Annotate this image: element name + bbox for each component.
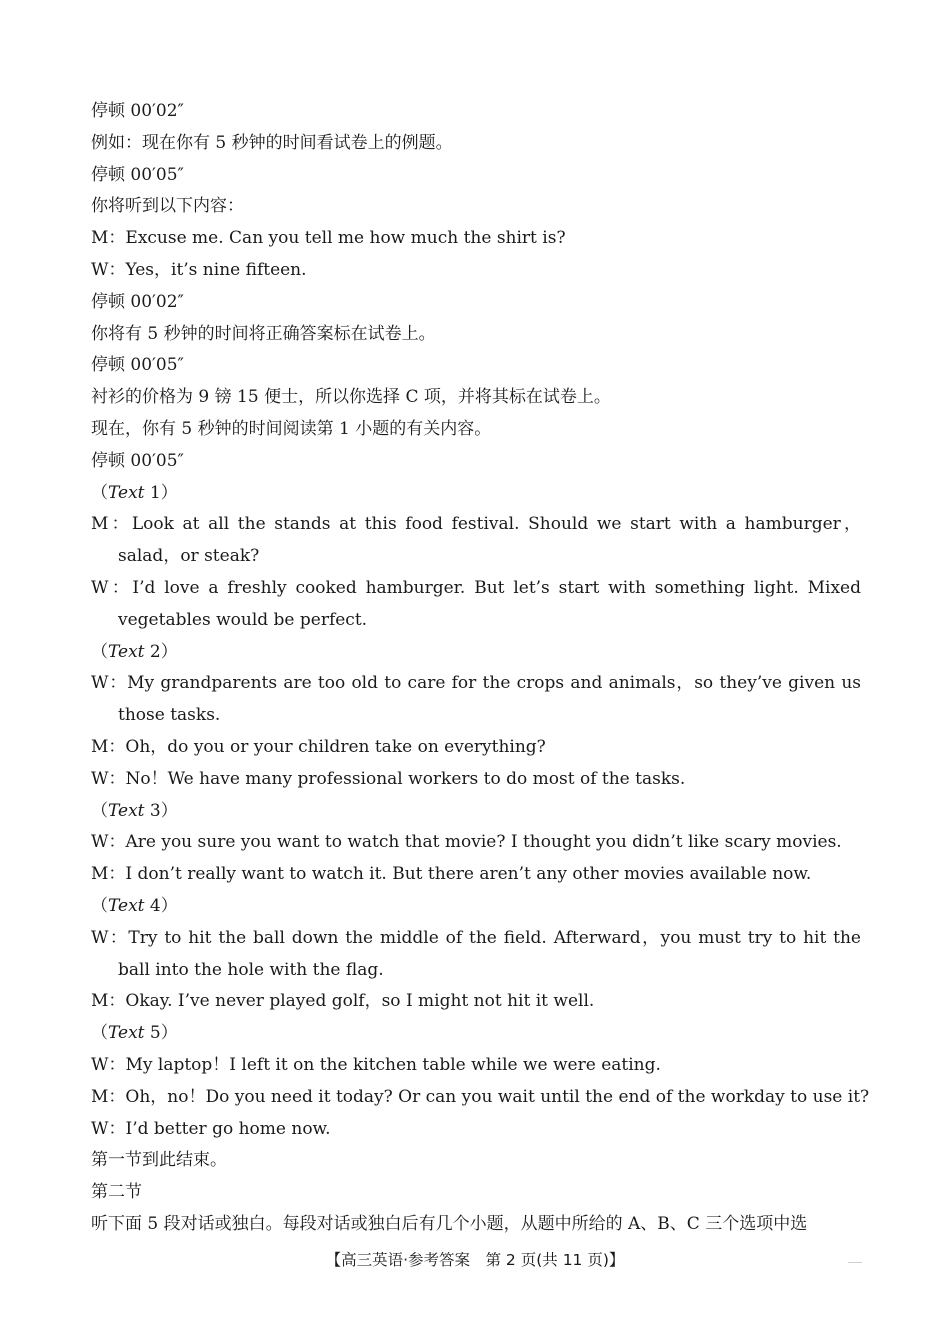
label-italic-word: Text bbox=[108, 1023, 145, 1044]
page-corner-mark bbox=[848, 1262, 862, 1263]
text-line: W：I’d better go home now. bbox=[91, 1118, 331, 1139]
text-section-label bbox=[91, 478, 861, 510]
text-section-label bbox=[91, 796, 861, 828]
label-number: 2） bbox=[144, 641, 178, 662]
text-line: 衬衫的价格为 9 镑 15 便士，所以你选择 C 项，并将其标在试卷上。 bbox=[91, 387, 611, 408]
text-section-label bbox=[91, 637, 861, 669]
text-line: 听下面 5 段对话或独白。每段对话或独白后有几个小题，从题中所给的 A、B、C 三个选项中选 bbox=[91, 1213, 808, 1234]
text-line: 第二节 bbox=[91, 1182, 142, 1203]
label-number: 5） bbox=[144, 1023, 178, 1044]
label-number: 4） bbox=[144, 895, 178, 916]
label-open-paren: （ bbox=[91, 482, 108, 503]
label-open-paren: （ bbox=[91, 800, 108, 821]
label-italic-word: Text bbox=[108, 800, 145, 821]
label-italic-word: Text bbox=[108, 895, 145, 916]
text-line: W：Are you sure you want to watch that movie? I thought you didn’t like scary movies. bbox=[91, 832, 842, 853]
text-line: M：Oh，do you or your children take on everything? bbox=[91, 736, 546, 757]
text-line: M：Oh，no！Do you need it today? Or can you wait until the end of the workday to use it? bbox=[91, 1086, 870, 1107]
text-line: W：Yes，it’s nine fifteen. bbox=[91, 259, 307, 280]
label-number: 3） bbox=[144, 800, 178, 821]
label-italic-word: Text bbox=[108, 641, 145, 662]
text-line: 停顿 00′05″ bbox=[91, 164, 184, 185]
text-line: M：I don’t really want to watch it. But there aren’t any other movies available now. bbox=[91, 864, 812, 885]
label-italic-word: Text bbox=[108, 482, 145, 503]
text-line: 第一节到此结束。 bbox=[91, 1150, 227, 1171]
page-footer: 【高三英语·参考答案 第 2 页(共 11 页)】 bbox=[325, 1251, 625, 1269]
dialogue-line: W：Try to hit the ball down the middle of the field. Afterward，you must try to hit the ball into the hole with the flag. bbox=[91, 927, 861, 980]
label-open-paren: （ bbox=[91, 895, 108, 916]
text-line: 停顿 00′02″ bbox=[91, 291, 184, 312]
text-line: W：No！We have many professional workers to do most of the tasks. bbox=[91, 768, 686, 789]
text-line: 你将听到以下内容： bbox=[91, 196, 244, 217]
text-line: M：Excuse me. Can you tell me how much the shirt is? bbox=[91, 228, 566, 249]
label-open-paren: （ bbox=[91, 641, 108, 662]
label-number: 1） bbox=[144, 482, 178, 503]
text-line: 你将有 5 秒钟的时间将正确答案标在试卷上。 bbox=[91, 323, 436, 344]
dialogue-line: M：Look at all the stands at this food festival. Should we start with a hamburger，salad，or steak? bbox=[91, 514, 861, 567]
text-line: M：Okay. I’ve never played golf，so I might not hit it well. bbox=[91, 991, 595, 1012]
document-body bbox=[91, 96, 870, 1241]
text-section-label bbox=[91, 891, 861, 923]
text-section-label bbox=[91, 1018, 861, 1050]
label-open-paren: （ bbox=[91, 1023, 108, 1044]
dialogue-line: W：I’d love a freshly cooked hamburger. But let’s start with something light. Mixed vegetables would be perfect. bbox=[91, 577, 861, 630]
dialogue-line: W：My grandparents are too old to care for the crops and animals，so they’ve given us those tasks. bbox=[91, 673, 861, 726]
text-line: 停顿 00′05″ bbox=[91, 450, 184, 471]
text-line: 现在，你有 5 秒钟的时间阅读第 1 小题的有关内容。 bbox=[91, 418, 492, 439]
text-line: 停顿 00′02″ bbox=[91, 101, 184, 121]
text-line: W：My laptop！I left it on the kitchen table while we were eating. bbox=[91, 1054, 661, 1075]
text-line: 停顿 00′05″ bbox=[91, 355, 184, 376]
text-line: 例如：现在你有 5 秒钟的时间看试卷上的例题。 bbox=[91, 132, 453, 153]
